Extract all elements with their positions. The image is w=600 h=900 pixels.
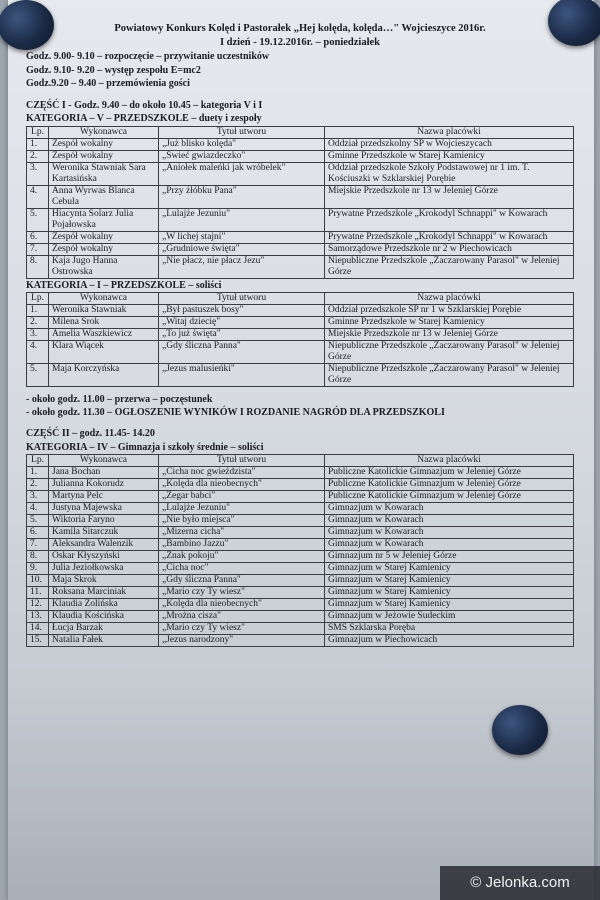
table-cell: 10. [27,575,49,587]
schedule-line: Godz. 9.00- 9.10 – rozpoczęcie – przywitanie uczestników [26,51,270,62]
table-cell: „To już święta" [159,329,325,341]
table-cell: 2. [27,479,49,491]
table-cell: 6. [27,527,49,539]
table-row [27,587,574,599]
table-cell: 3. [27,162,49,185]
table-cell: Maja Skrok [49,575,159,587]
table-cell: Gimnazjum w Starej Kamienicy [325,599,574,611]
table-cell: SMS Szklarska Poręba [325,623,574,635]
table-cell: 8. [27,255,49,278]
table-cell: Zespół wokalny [49,138,159,150]
table-cell: Publiczne Katolickie Gimnazjum w Jeleniej Górze [325,491,574,503]
table-row [27,491,574,503]
magnet-lower-right [492,705,548,755]
table-row [27,599,574,611]
category-iv-table [26,454,574,647]
table-cell: „W lichej stajni" [159,231,325,243]
table-cell: Publiczne Katolickie Gimnazjum w Jeleniej Górze [325,467,574,479]
column-header: Wykonawca [49,455,159,467]
table-cell: 3. [27,329,49,341]
table-cell: Gminne Przedszkole w Starej Kamienicy [325,317,574,329]
table-cell: 1. [27,305,49,317]
column-header: Tytuł utworu [159,126,325,138]
table-cell: „Mizerna cicha" [159,527,325,539]
table-cell: „Bambino Jazzu" [159,539,325,551]
category-iv-heading: KATEGORIA – IV – Gimnazja i szkoły średnie – soliści [26,441,264,453]
table-cell: 13. [27,611,49,623]
table-cell: Hiacynta Solarz Julia Pojałowska [49,208,159,231]
table-row [27,329,574,341]
table-cell: Aleksandra Walenzik [49,539,159,551]
table-cell: „Witaj dziecię" [159,317,325,329]
table-header-row [27,126,574,138]
column-header: Wykonawca [49,126,159,138]
table-cell: Zespół wokalny [49,150,159,162]
table-cell: Roksana Marciniak [49,587,159,599]
table-cell: Kamila Sitarczuk [49,527,159,539]
table-cell: „Już blisko kolęda" [159,138,325,150]
column-header: Nazwa placówki [325,455,574,467]
table-cell: „Gdy śliczna Panna" [159,575,325,587]
table-cell: Julianna Kokorudz [49,479,159,491]
table-row [27,341,574,364]
table-cell: Samorządowe Przedszkole nr 2 w Piechowicach [325,243,574,255]
table-cell: 12. [27,599,49,611]
category-i-heading: KATEGORIA – I – PRZEDSZKOLE – soliści [26,279,222,291]
document-title: Powiatowy Konkurs Kolęd i Pastorałek „Hej kolęda, kolęda…" Wojcieszyce 2016r. [114,23,486,34]
table-cell: 7. [27,243,49,255]
column-header: Lp. [27,293,49,305]
table-row [27,575,574,587]
table-cell: Klaudia Żolińska [49,599,159,611]
schedule-line: Godz. 9.10- 9.20 – występ zespołu E=mc2 [26,64,201,76]
table-cell: „Jezus malusieńki" [159,364,325,387]
table-row [27,503,574,515]
table-cell: 1. [27,138,49,150]
table-cell: „Cicha noc gwieździsta" [159,467,325,479]
table-cell: Miejskie Przedszkole nr 13 w Jeleniej Górze [325,329,574,341]
break-note: - około godz. 11.00 – przerwa – poczęstunek [26,394,213,405]
table-cell: „Aniołek maleńki jak wróbelek" [159,162,325,185]
table-cell: Prywatne Przedszkole „Krokodyl Schnappi" w Kowarach [325,231,574,243]
table-row [27,539,574,551]
schedule-line: Godz.9.20 – 9.40 – przemówienia gości [26,78,190,89]
table-cell: Gimnazjum w Kowarach [325,527,574,539]
table-cell: 6. [27,231,49,243]
table-cell: „Lulajże Jezuniu" [159,503,325,515]
table-header-row [27,455,574,467]
table-cell: 2. [27,317,49,329]
day-line: I dzień - 19.12.2016r. – poniedziałek [219,37,381,48]
document [26,22,574,647]
table-cell: „Nie płacz, nie płacz Jezu" [159,255,325,278]
table-cell: Gimnazjum w Starej Kamienicy [325,563,574,575]
table-cell: Maja Korczyńska [49,364,159,387]
table-cell: Weronika Stawniak Sara Kartasińska [49,162,159,185]
table-cell: Jana Bochan [49,467,159,479]
table-row [27,162,574,185]
table-row [27,635,574,647]
table-header-row [27,293,574,305]
category-v-heading: KATEGORIA – V – PRZEDSZKOLE – duety i zespoły [26,113,262,124]
table-cell: Gminne Przedszkole w Starej Kamienicy [325,150,574,162]
part1-heading: CZĘŚĆ I - Godz. 9.40 – do około 10.45 – kategoria V i I [26,99,263,111]
table-row [27,467,574,479]
table-row [27,479,574,491]
table-row [27,623,574,635]
table-cell: Julia Jeziołkowska [49,563,159,575]
table-cell: „Kolęda dla nieobecnych" [159,479,325,491]
table-cell: Weronika Stawniak [49,305,159,317]
table-cell: Anna Wyrwas Blanca Cebula [49,185,159,208]
table-cell: 5. [27,364,49,387]
table-cell: „Mario czy Ty wiesz" [159,623,325,635]
table-cell: „Przy żłóbku Pana" [159,185,325,208]
table-cell: Amelia Waszkiewicz [49,329,159,341]
table-cell: 8. [27,551,49,563]
table-cell: „Znak pokoju" [159,551,325,563]
column-header: Nazwa placówki [325,126,574,138]
table-cell: 2. [27,150,49,162]
table-row [27,150,574,162]
table-cell: Gimnazjum w Piechowicach [325,635,574,647]
table-cell: 4. [27,503,49,515]
table-cell: Justyna Majewska [49,503,159,515]
table-cell: 7. [27,539,49,551]
table-row [27,208,574,231]
column-header: Lp. [27,126,49,138]
table-cell: „Nie było miejsca" [159,515,325,527]
table-cell: 9. [27,563,49,575]
table-cell: Niepubliczne Przedszkole „Zaczarowany Parasol" w Jeleniej Górze [325,255,574,278]
table-cell: Milena Srok [49,317,159,329]
column-header: Tytuł utworu [159,455,325,467]
part2-heading: CZĘŚĆ II – godz. 11.45- 14.20 [26,428,155,439]
table-cell: Niepubliczne Przedszkole „Zaczarowany Parasol" w Jeleniej Górze [325,364,574,387]
table-cell: Gimnazjum nr 5 w Jeleniej Górze [325,551,574,563]
table-cell: Prywatne Przedszkole „Krokodyl Schnappi" w Kowarach [325,208,574,231]
category-i-table [26,292,574,387]
table-cell: 11. [27,587,49,599]
table-cell: 5. [27,208,49,231]
table-row [27,515,574,527]
table-cell: Niepubliczne Przedszkole „Zaczarowany Parasol" w Jeleniej Górze [325,341,574,364]
table-row [27,305,574,317]
table-cell: „Świeć gwiazdeczko" [159,150,325,162]
table-row [27,563,574,575]
table-cell: 14. [27,623,49,635]
table-cell: „Jezus narodzony" [159,635,325,647]
category-v-table [26,126,574,279]
table-cell: 15. [27,635,49,647]
table-cell: „Kolęda dla nieobecnych" [159,599,325,611]
table-row [27,611,574,623]
table-row [27,243,574,255]
table-cell: Łucja Barzak [49,623,159,635]
table-row [27,364,574,387]
table-cell: Miejskie Przedszkole nr 13 w Jeleniej Górze [325,185,574,208]
column-header: Nazwa placówki [325,293,574,305]
table-cell: Wiktoria Faryno [49,515,159,527]
table-cell: Gimnazjum w Starej Kamienicy [325,575,574,587]
table-cell: Kaja Jugo Hanna Ostrowska [49,255,159,278]
table-cell: Gimnazjum w Starej Kamienicy [325,587,574,599]
table-cell: „Lulajże Jezuniu" [159,208,325,231]
table-row [27,138,574,150]
table-cell: „Cicha noc" [159,563,325,575]
table-cell: Gimnazjum w Kowarach [325,515,574,527]
table-cell: „Grudniowe święta" [159,243,325,255]
table-cell: Klara Wiącek [49,341,159,364]
results-note: - około godz. 11.30 – OGŁOSZENIE WYNIKÓW I ROZDANIE NAGRÓD DLA PRZEDSZKOLI [26,407,445,418]
table-cell: 3. [27,491,49,503]
table-cell: Klaudia Kościńska [49,611,159,623]
table-row [27,185,574,208]
table-row [27,551,574,563]
table-cell: „Mario czy Ty wiesz" [159,587,325,599]
table-cell: „Był pastuszek bosy" [159,305,325,317]
table-cell: Publiczne Katolickie Gimnazjum w Jeleniej Górze [325,479,574,491]
table-cell: Zespół wokalny [49,231,159,243]
table-cell: 4. [27,185,49,208]
column-header: Tytuł utworu [159,293,325,305]
table-row [27,527,574,539]
table-cell: Gimnazjum w Jeżowie Sudeckim [325,611,574,623]
table-cell: „Zegar babci" [159,491,325,503]
table-cell: Zespół wokalny [49,243,159,255]
table-cell: Gimnazjum w Kowarach [325,539,574,551]
table-row [27,231,574,243]
watermark: © Jelonka.com [440,866,600,900]
table-cell: 1. [27,467,49,479]
column-header: Lp. [27,455,49,467]
table-cell: Oddział przedszkole Szkoły Podstawowej nr 1 im. T. Kościuszki w Szklarskiej Porębie [325,162,574,185]
table-row [27,317,574,329]
table-cell: Oddział przedszkolny SP w Wojcieszycach [325,138,574,150]
table-cell: Oskar Kłyszyński [49,551,159,563]
table-row [27,255,574,278]
table-cell: 4. [27,341,49,364]
table-cell: Martyna Pelc [49,491,159,503]
column-header: Wykonawca [49,293,159,305]
table-cell: Oddział przedszkole SP nr 1 w Szklarskiej Porębie [325,305,574,317]
table-cell: Gimnazjum w Kowarach [325,503,574,515]
table-cell: 5. [27,515,49,527]
table-cell: Natalia Fałek [49,635,159,647]
table-cell: „Gdy śliczna Panna" [159,341,325,364]
table-cell: „Mrożna cisza" [159,611,325,623]
